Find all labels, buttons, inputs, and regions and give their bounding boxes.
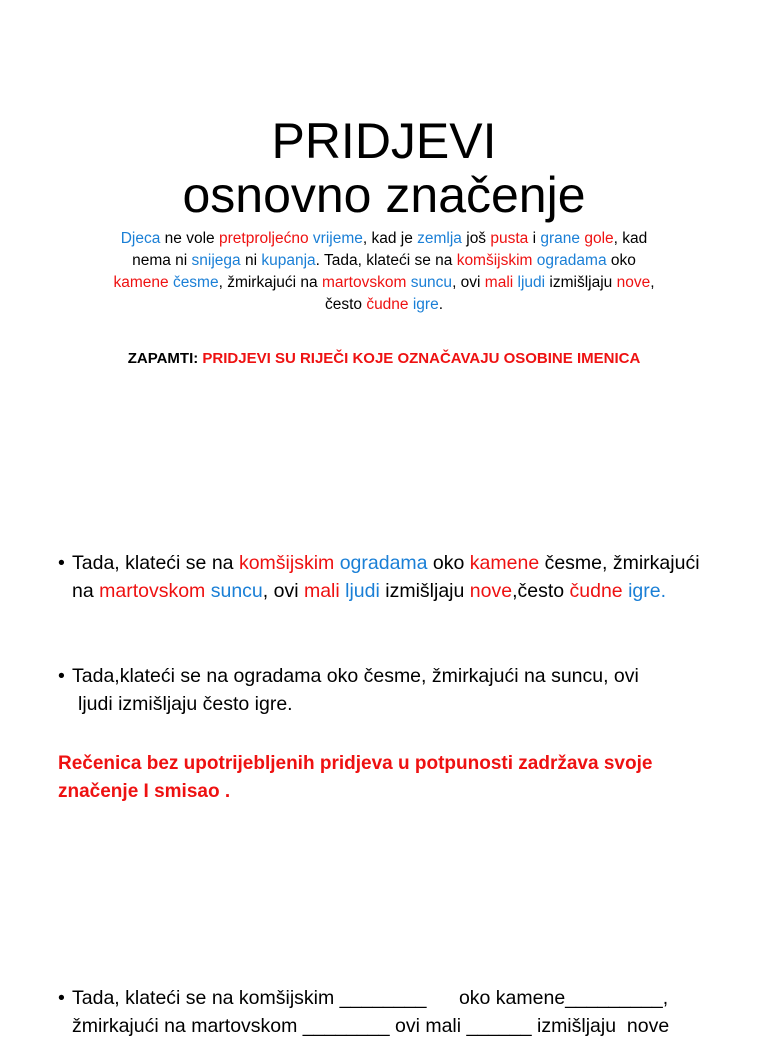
noun-word: zemlja	[417, 230, 462, 247]
noun-word: vrijeme	[312, 230, 363, 247]
remember-label: ZAPAMTI	[127, 350, 194, 367]
noun-word: ogradama	[536, 252, 607, 269]
bullet-text	[58, 549, 718, 605]
adjective-word: čudne	[366, 296, 409, 313]
noun-word: igre	[412, 296, 439, 313]
plain-text: , kad je	[362, 230, 418, 247]
remember-colon: :	[193, 350, 203, 367]
bullet-dot: •	[58, 665, 65, 687]
adjective-word: komšijskim	[238, 552, 335, 574]
bullet-item-with-adjectives	[58, 549, 718, 605]
bullet-dot: •	[58, 987, 65, 1009]
noun-word: ljudi	[517, 274, 546, 291]
plain-text: oko	[606, 252, 636, 269]
bullet-text	[58, 984, 718, 1040]
adjective-word: mali	[303, 580, 340, 602]
remember-rule-text: PRIDJEVI SU RIJEČI KOJE OZNAČAVAJU OSOBINE IMENICA	[202, 350, 641, 367]
plain-text: , žmirkajući na	[218, 274, 322, 291]
plain-text: oko	[427, 552, 470, 574]
plain-text: ne vole	[160, 230, 219, 247]
adjective-word: martovskom	[321, 274, 407, 291]
conclusion-text: Rečenica bez upotrijebljenih pridjeva u potpunosti zadržava svoje značenje I smisao .	[58, 753, 653, 802]
noun-word: ogradama	[339, 552, 428, 574]
story-paragraph	[106, 228, 662, 316]
adjective-word: čudne	[569, 580, 623, 602]
plain-text: ni	[240, 252, 262, 269]
adjective-word: martovskom	[99, 580, 206, 602]
bullet-item-fill-in	[58, 984, 718, 1040]
adjective-word: kamene	[469, 552, 540, 574]
remember-rule	[0, 350, 768, 367]
plain-text: Tada, klateći se na	[72, 552, 239, 574]
adjective-word: pretproljećno	[218, 230, 309, 247]
noun-word: ljudi	[345, 580, 380, 602]
adjective-word: pusta	[490, 230, 529, 247]
slide-subtitle: osnovno značenje	[182, 167, 586, 223]
plain-text: , kad nema ni	[132, 230, 648, 269]
noun-word: česme	[172, 274, 219, 291]
plain-text: , često	[324, 274, 655, 313]
bullet-line-1: Tada, klateći se na komšijskim ________ oko kamene_________,	[72, 987, 669, 1009]
adjective-word: kamene	[113, 274, 169, 291]
adjective-word: nove	[469, 580, 513, 602]
adjective-word: gole	[584, 230, 614, 247]
bullet-line-1: Tada,klateći se na ogradama oko česme, žmirkajući na suncu, ovi	[72, 665, 639, 687]
plain-text: , ovi	[262, 580, 304, 602]
bullet-dot: •	[58, 552, 65, 574]
bullet-line-2: ljudi izmišljaju često igre.	[78, 693, 293, 715]
adjective-word: mali	[484, 274, 514, 291]
plain-text: .	[438, 296, 444, 313]
adjective-word: komšijskim	[456, 252, 533, 269]
plain-text: izmišljaju	[545, 274, 617, 291]
bullet-text	[58, 662, 718, 718]
noun-word: Djeca	[120, 230, 161, 247]
plain-text: ,često	[512, 580, 570, 602]
noun-word: grane	[540, 230, 581, 247]
bullet-line-2: žmirkajući na martovskom ________ ovi mali ______ izmišljaju nove	[72, 1015, 670, 1037]
plain-text: česme, žmirkajući na	[72, 552, 700, 602]
noun-word: suncu	[210, 580, 263, 602]
plain-text: . Tada, klateći se na	[315, 252, 457, 269]
noun-word: kupanja	[261, 252, 316, 269]
bullet-item-without-adjectives	[58, 662, 718, 718]
noun-word: suncu	[410, 274, 453, 291]
slide-title: PRIDJEVI	[271, 113, 497, 169]
noun-word: snijega	[191, 252, 241, 269]
plain-text: , ovi	[452, 274, 485, 291]
noun-word: igre.	[628, 580, 667, 602]
adjective-word: nove	[616, 274, 651, 291]
plain-text: izmišljaju	[379, 580, 470, 602]
plain-text: još	[461, 230, 491, 247]
plain-text: i	[528, 230, 541, 247]
